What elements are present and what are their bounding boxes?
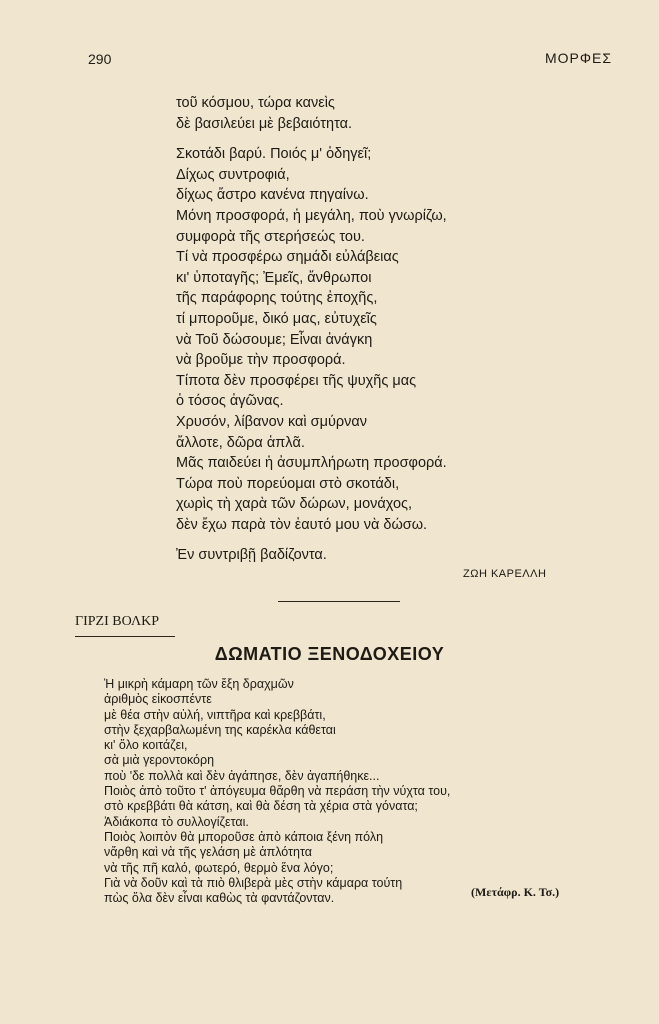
poem-author: ΖΩΗ ΚΑΡΕΛΛΗ xyxy=(463,568,547,580)
poem-line: Σκοτάδι βαρύ. Ποιός μ' ὁδηγεῖ; xyxy=(176,146,372,163)
poem-line: Δίχως συντροφιά, xyxy=(176,166,290,183)
poem-line: στὴν ξεχαρβαλωμένη της καρέκλα κάθεται xyxy=(104,722,336,737)
poem-line: ποὺ 'δε πολλὰ καὶ δὲν ἀγάπησε, δὲν ἀγαπήθηκε... xyxy=(104,768,380,783)
poem-line: Χρυσόν, λίβανον καὶ σμύρναν xyxy=(176,413,368,430)
poem-line: Ἡ μικρὴ κάμαρη τῶν ἔξη δραχμῶν xyxy=(104,677,294,691)
author-underline xyxy=(75,636,175,637)
poem-line: στὸ κρεββάτι θὰ κάτση, καὶ θὰ δέση τὰ χέρια στὰ γόνατα; xyxy=(104,799,418,814)
poem-line: Ποιὸς λοιπὸν θὰ μποροῦσε ἀπὸ κάποια ξένη πόλη xyxy=(104,829,384,844)
poem-line: τί μποροῦμε, δικό μας, εὐτυχεῖς xyxy=(176,310,377,327)
poem-line: Ποιὸς ἀπὸ τοῦτο τ' ἀπόγευμα θἄρθη νὰ περάση τὴν νύχτα του, xyxy=(104,784,451,799)
second-poem-body xyxy=(104,677,450,906)
poem-line: Τώρα ποὺ πορεύομαι στὸ σκοτάδι, xyxy=(176,475,400,492)
poem-line: νὰ τῆς πῆ καλό, φωτερό, θερμὸ ἕνα λόγο; xyxy=(104,860,334,875)
poem-line: ἄλλοτε, δῶρα ἁπλᾶ. xyxy=(176,434,305,451)
poem-line: δὲ βασιλεύει μὲ βεβαιότητα. xyxy=(176,115,352,132)
poem-line: Ἐν συντριβῇ βαδίζοντα. xyxy=(176,547,327,564)
poem-line: δίχως ἄστρο κανένα πηγαίνω. xyxy=(176,187,369,204)
poem-line: κι' ὅλο κοιτάζει, xyxy=(104,738,188,753)
section-divider xyxy=(278,601,400,602)
poem-line: ὁ τόσος ἀγῶνας. xyxy=(176,393,284,410)
poem-line: νὰ Τοῦ δώσουμε; Εἶναι ἀνάγκη xyxy=(176,331,373,348)
poem-line: Γιὰ νὰ δοῦν καὶ τὰ πιὸ θλιβερὰ μὲς στὴν κάμαρα τούτη xyxy=(104,875,403,890)
poem-line: τοῦ κόσμου, τώρα κανεὶς xyxy=(176,95,335,111)
translator-credit: (Μετάφρ. Κ. Τσ.) xyxy=(471,885,560,899)
poem-line: Τίποτα δὲν προσφέρει τῆς ψυχῆς μας xyxy=(176,372,417,389)
poem-line: σὰ μιὰ γεροντοκόρη xyxy=(104,753,215,768)
second-poem-title: ΔΩΜΑΤΙΟ ΞΕΝΟΔΟΧΕΙΟΥ xyxy=(214,644,445,664)
poem-line: χωρὶς τὴ χαρὰ τῶν δώρων, μονάχος, xyxy=(176,496,413,513)
second-poem-author: ΓΙΡΖΙ ΒΟΛΚΡ xyxy=(75,614,160,629)
page-number: 290 xyxy=(88,51,112,67)
poem-line: πὼς ὅλα δὲν εἶναι καθὼς τὰ φαντάζονταν. xyxy=(104,891,335,906)
poem-line: μὲ θέα στὴν αὐλή, νιπτῆρα καὶ κρεββάτι, xyxy=(104,707,326,722)
poem-line: τῆς παράφορης τούτης ἐποχῆς, xyxy=(176,290,378,307)
poem-line: νἄρθη καὶ νὰ τῆς γελάση μὲ ἁπλότητα xyxy=(104,845,312,860)
poem-line: κι' ὑποταγῆς; Ἐμεῖς, ἄνθρωποι xyxy=(176,269,372,286)
poem-line: δὲν ἔχω παρὰ τὸν ἑαυτό μου νὰ δώσω. xyxy=(176,516,428,533)
poem-line: ἀριθμὸς εἰκοσπέντε xyxy=(104,692,212,707)
poem-line: Τί νὰ προσφέρω σημάδι εὐλάβειας xyxy=(176,249,399,266)
poem-line: νὰ βροῦμε τὴν προσφορά. xyxy=(176,352,346,369)
poem-line: Μᾶς παιδεύει ἡ ἀσυμπλήρωτη προσφορά. xyxy=(176,455,447,472)
poem-line: Ἀδιάκοπα τὸ συλλογίζεται. xyxy=(104,814,249,829)
poem-body xyxy=(176,93,447,566)
poem-line: συμφορὰ τῆς στερήσεώς του. xyxy=(176,228,365,245)
poem-line: Μόνη προσφορά, ἡ μεγάλη, ποὺ γνωρίζω, xyxy=(176,207,447,224)
journal-title: ΜΟΡΦΕΣ xyxy=(545,50,613,66)
